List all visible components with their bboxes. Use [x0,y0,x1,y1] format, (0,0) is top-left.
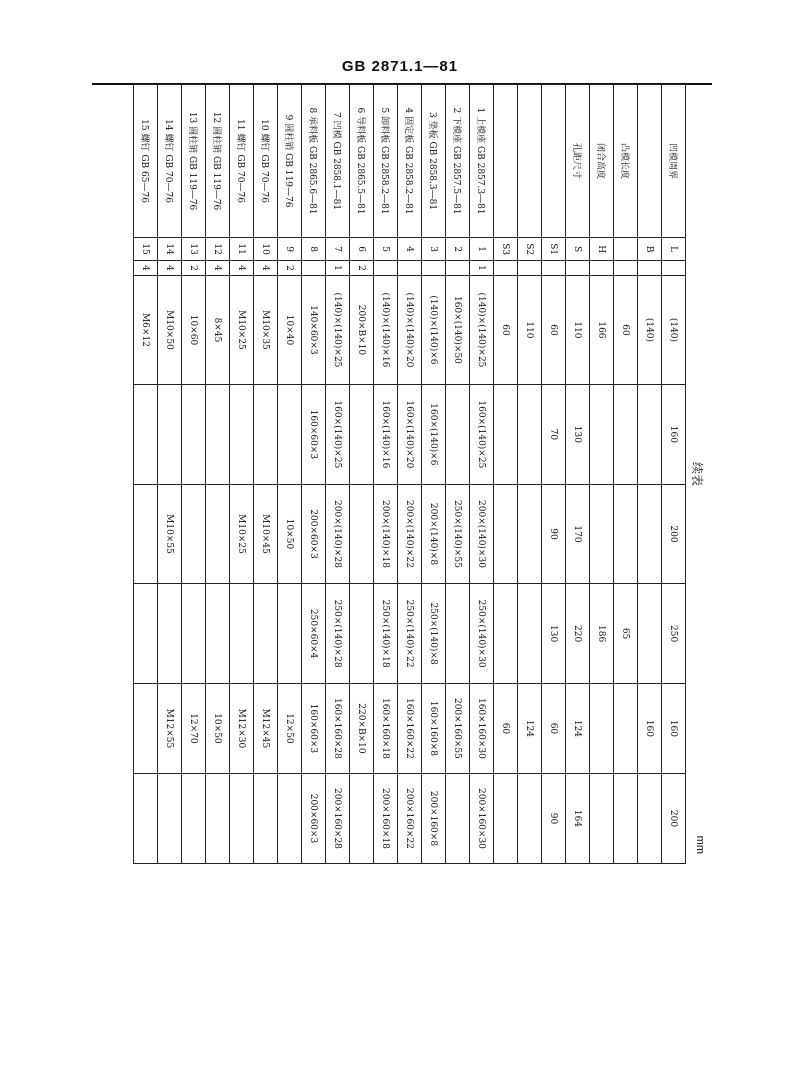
row-qty-blank [542,261,566,276]
table-cell [134,385,158,485]
standard-number: GB 2871.1—81 [341,58,459,75]
table-cell [206,584,230,684]
part-name: 7 凹模 GB 2858.1—81 [326,85,350,238]
table-cell: 250×60×4 [302,584,326,684]
table-row [254,85,278,864]
part-qty [446,261,470,276]
table-cell [590,484,614,584]
row-name [518,85,542,238]
table-cell: 160×160×28 [326,683,350,773]
part-number: 13 [182,238,206,261]
table-cell: 160×(140)×25 [326,385,350,485]
table-cell: 124 [566,683,590,773]
table-cell: 200 [662,773,686,863]
table-cell: 200×160×30 [470,773,494,863]
table-row [326,85,350,864]
part-name: 6 导料板 GB 2865.5—81 [350,85,374,238]
part-number: 3 [422,238,446,261]
row-name: 凹模周界 [662,85,686,238]
row-qty-blank [518,261,542,276]
table-unit: mm [694,835,706,854]
table-cell: M10×50 [158,275,182,384]
table-row [206,85,230,864]
table-cell: 60 [494,275,518,384]
table-cell [614,385,638,485]
table-cell: 200×(140)×8 [422,484,446,584]
table-row [182,85,206,864]
table-cell: 60 [542,275,566,384]
part-qty [374,261,398,276]
part-qty: 1 [326,261,350,276]
part-name: 9 圆柱销 GB 119—76 [278,85,302,238]
table-cell: 200×160×8 [422,773,446,863]
row-qty-blank [494,261,518,276]
table-cell: 160×160×8 [422,683,446,773]
part-name: 12 圆柱销 GB 119—76 [206,85,230,238]
table-cell: 160×(140)×16 [374,385,398,485]
part-name: 1 上模座 GB 2857.3—81 [470,85,494,238]
table-cell: 200 [662,484,686,584]
part-number: 6 [350,238,374,261]
table-cell [134,773,158,863]
table-cell: 166 [590,275,614,384]
table-cell: (140)×(140)×25 [326,275,350,384]
table-cell: M10×25 [230,275,254,384]
table-cell: 160 [662,683,686,773]
table-cell [230,385,254,485]
part-name: 14 螺钉 GB 70—76 [158,85,182,238]
table-row [566,85,590,864]
table-cell: 90 [542,773,566,863]
part-number: 1 [470,238,494,261]
part-number: 5 [374,238,398,261]
table-cell: 186 [590,584,614,684]
table-cell: 140×60×3 [302,275,326,384]
row-qty-blank [590,261,614,276]
table-cell: 60 [614,275,638,384]
table-cell [494,385,518,485]
table-cell: 160 [638,683,662,773]
table-cell: (140)×(140)×20 [398,275,422,384]
row-qty-blank [662,261,686,276]
table-cell: 160 [662,385,686,485]
table-row [590,85,614,864]
table-cell [254,385,278,485]
table-cell [182,484,206,584]
table-cell: 200×60×3 [302,484,326,584]
table-cell [446,385,470,485]
table-cell [182,773,206,863]
table-cell: M6×12 [134,275,158,384]
table-cell: 10×50 [206,683,230,773]
part-qty: 4 [230,261,254,276]
table-cell: 250×(140)×55 [446,484,470,584]
part-number: 12 [206,238,230,261]
part-name: 3 垫板 GB 2858.3—81 [422,85,446,238]
table-cell: 200×160×18 [374,773,398,863]
table-cell: 160×(140)×20 [398,385,422,485]
part-number: 10 [254,238,278,261]
table-cell: M10×55 [158,484,182,584]
table-row [662,85,686,864]
table-cell: 200×60×3 [302,773,326,863]
row-symbol: B [638,238,662,261]
table-cell [182,584,206,684]
table-cell [158,584,182,684]
row-qty-blank [614,261,638,276]
table-cell: 90 [542,484,566,584]
part-name: 4 固定板 GB 2858.2—81 [398,85,422,238]
row-name: 闭合高度 [590,85,614,238]
table-cell: 200×(140)×18 [374,484,398,584]
table-row [494,85,518,864]
table-cell [254,584,278,684]
table-cell: 12×70 [182,683,206,773]
part-name: 8 承料板 GB 2865.6—81 [302,85,326,238]
row-name: 孔距尺寸 [566,85,590,238]
table-cell [206,385,230,485]
table-cell [350,484,374,584]
table-cell: (140)×(140)×25 [470,275,494,384]
table-cell [518,484,542,584]
table-row [374,85,398,864]
table-cell [614,484,638,584]
table-cell: 10×60 [182,275,206,384]
table-row [134,85,158,864]
table-cell: 200×160×55 [446,683,470,773]
table-row [614,85,638,864]
table-cell: 160×60×3 [302,683,326,773]
table-cell: 124 [518,683,542,773]
table-cell [638,385,662,485]
table-cell [590,683,614,773]
part-qty: 4 [158,261,182,276]
table-cell: 170 [566,484,590,584]
table-cell: 220 [566,584,590,684]
table-cell [134,484,158,584]
part-qty: 2 [182,261,206,276]
table-cell [590,773,614,863]
table-cell: 164 [566,773,590,863]
table-cell [134,683,158,773]
table-cell [278,385,302,485]
table-cell [350,385,374,485]
table-cell [494,484,518,584]
row-symbol [614,238,638,261]
table-row [470,85,494,864]
table-cell: M10×35 [254,275,278,384]
table-cell [278,584,302,684]
table-cell: (140) [638,275,662,384]
row-qty-blank [566,261,590,276]
table-cell [206,484,230,584]
row-qty-blank [638,261,662,276]
part-name: 11 螺钉 GB 70—76 [230,85,254,238]
row-symbol: L [662,238,686,261]
table-cell [446,584,470,684]
table-cell [590,385,614,485]
part-name: 13 圆柱销 GB 119—76 [182,85,206,238]
row-symbol: H [590,238,614,261]
part-name: 15 螺钉 GB 65—76 [134,85,158,238]
table-cell: M10×25 [230,484,254,584]
table-cell: 110 [566,275,590,384]
table-cell: 8×45 [206,275,230,384]
table-cell: (140)×(140)×16 [374,275,398,384]
table-row [446,85,470,864]
part-name: 5 卸料板 GB 2858.2—81 [374,85,398,238]
table-cell [494,773,518,863]
table-cell [638,484,662,584]
table-cell: 250 [662,584,686,684]
table-cell: 12×50 [278,683,302,773]
row-symbol: S1 [542,238,566,261]
table-cell: 160×160×22 [398,683,422,773]
part-qty: 4 [134,261,158,276]
table-row [278,85,302,864]
table-cell [254,773,278,863]
row-name [494,85,518,238]
table-cell [158,385,182,485]
part-qty [302,261,326,276]
row-symbol: S2 [518,238,542,261]
part-number: 9 [278,238,302,261]
table-cell [158,773,182,863]
table-cell: 110 [518,275,542,384]
table-cell [446,773,470,863]
table-cell: 200×(140)×30 [470,484,494,584]
table-cell [518,385,542,485]
table-cell: 10×40 [278,275,302,384]
part-name: 10 螺钉 GB 70—76 [254,85,278,238]
table-cell [614,683,638,773]
table-cell [182,385,206,485]
part-number: 15 [134,238,158,261]
table-cell: 250×(140)×28 [326,584,350,684]
table-cell: 200×160×28 [326,773,350,863]
rotated-table-area [139,84,710,864]
table-cell: 160×(140)×6 [422,385,446,485]
table-cell: M10×45 [254,484,278,584]
table-cell: 200×160×22 [398,773,422,863]
table-row [638,85,662,864]
table-row [302,85,326,864]
table-cell: 250×(140)×30 [470,584,494,684]
table-cell [494,584,518,684]
table-cell [638,773,662,863]
table-cell: M12×30 [230,683,254,773]
table-cell: M12×55 [158,683,182,773]
table-cell: (140)×(140)×6 [422,275,446,384]
spec-table [133,84,686,864]
table-cell: (140) [662,275,686,384]
table-row [230,85,254,864]
part-qty [398,261,422,276]
part-name: 2 下模座 GB 2857.5—81 [446,85,470,238]
table-cell [230,584,254,684]
table-row [542,85,566,864]
table-frame [139,84,710,864]
part-number: 11 [230,238,254,261]
part-qty: 2 [278,261,302,276]
table-cell: 200×(140)×28 [326,484,350,584]
table-row [398,85,422,864]
row-name: 凸模长度 [614,85,638,238]
part-number: 7 [326,238,350,261]
table-cell [278,773,302,863]
part-number: 8 [302,238,326,261]
part-qty: 4 [254,261,278,276]
table-cell: 70 [542,385,566,485]
table-cell: 60 [494,683,518,773]
table-cell: 65 [614,584,638,684]
table-cell: 160×(140)×50 [446,275,470,384]
table-cell [206,773,230,863]
table-cell: 250×(140)×8 [422,584,446,684]
table-cell [134,584,158,684]
table-cell: 250×(140)×18 [374,584,398,684]
table-title: 续表 [690,461,704,486]
table-cell: 200×B×10 [350,275,374,384]
table-cell: 250×(140)×22 [398,584,422,684]
table-row [518,85,542,864]
table-cell: 10×50 [278,484,302,584]
table-cell [614,773,638,863]
table-cell [518,584,542,684]
table-cell: 220×B×10 [350,683,374,773]
table-cell: 60 [542,683,566,773]
table-cell: 160×160×30 [470,683,494,773]
table-cell [350,584,374,684]
row-symbol: S [566,238,590,261]
row-symbol: S3 [494,238,518,261]
table-row [422,85,446,864]
table-cell: 160×60×3 [302,385,326,485]
row-name [542,85,566,238]
table-cell [350,773,374,863]
part-qty: 2 [350,261,374,276]
part-number: 4 [398,238,422,261]
part-number: 14 [158,238,182,261]
part-number: 2 [446,238,470,261]
table-row [350,85,374,864]
table-cell: 160×(140)×25 [470,385,494,485]
table-cell: 160×160×18 [374,683,398,773]
part-qty [422,261,446,276]
table-cell [638,584,662,684]
table-cell: 130 [542,584,566,684]
table-row [158,85,182,864]
part-qty: 4 [206,261,230,276]
table-cell: 200×(140)×22 [398,484,422,584]
table-cell: M12×45 [254,683,278,773]
row-name [638,85,662,238]
table-cell: 130 [566,385,590,485]
table-cell [230,773,254,863]
table-cell [518,773,542,863]
part-qty: 1 [470,261,494,276]
